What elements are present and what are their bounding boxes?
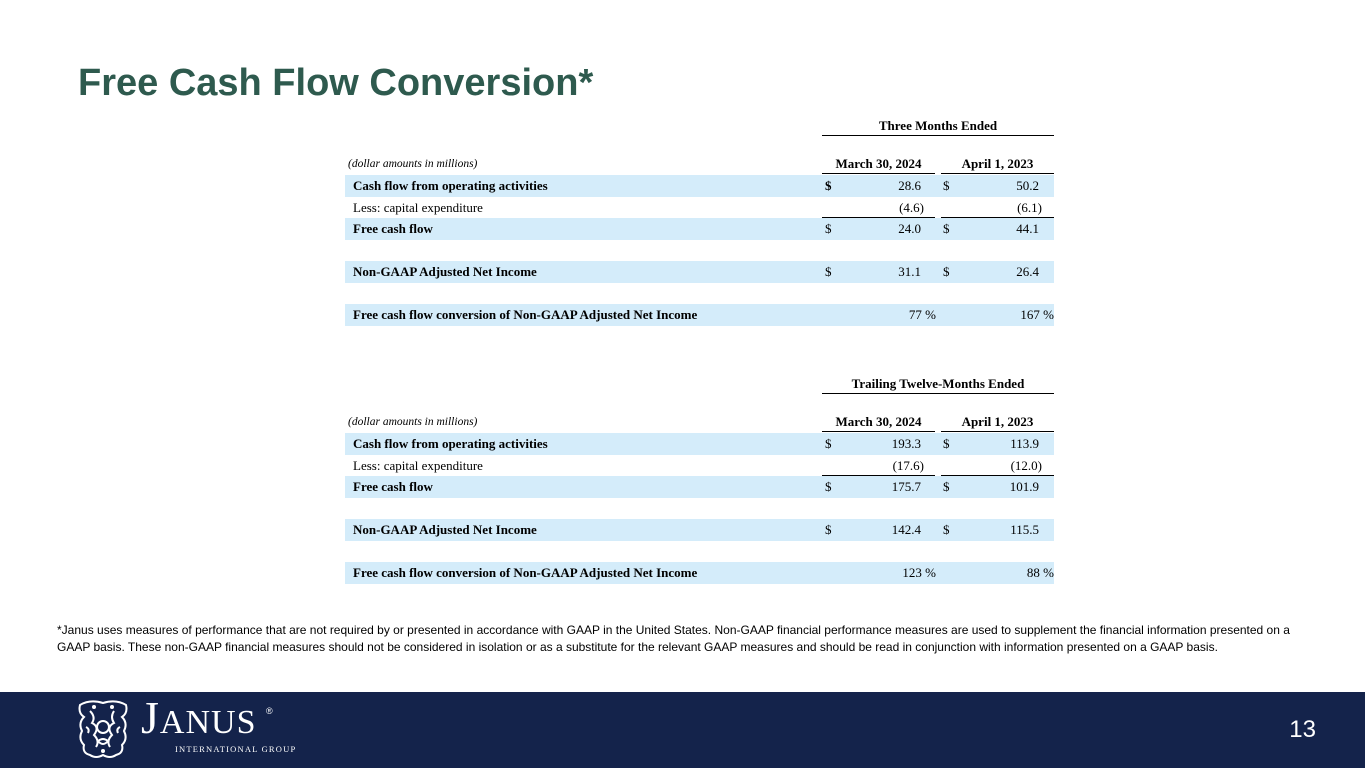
table-row <box>345 455 1054 477</box>
row-label: Free cash flow <box>353 479 433 494</box>
column-header-march-2024: March 30, 2024 <box>822 412 935 432</box>
table-row <box>345 304 1054 326</box>
row-label: Non-GAAP Adjusted Net Income <box>353 522 537 537</box>
row-label: Less: capital expenditure <box>353 457 483 473</box>
currency-symbol: $ <box>943 522 950 537</box>
column-header-april-2023: April 1, 2023 <box>941 154 1054 174</box>
value-col1: 123 % <box>902 565 936 580</box>
period-header: Three Months Ended <box>822 116 1054 136</box>
value-col1: (4.6) <box>899 199 924 215</box>
row-label: Cash flow from operating activities <box>353 436 548 451</box>
currency-symbol: $ <box>943 178 950 193</box>
period-header-row <box>345 116 1054 136</box>
period-header-row <box>345 374 1054 394</box>
value-col2: 113.9 <box>1010 436 1039 451</box>
wordmark-initial: J <box>141 692 160 743</box>
currency-symbol: $ <box>825 479 832 494</box>
column-header-march-2024: March 30, 2024 <box>822 154 935 174</box>
value-col2: (12.0) <box>1010 457 1042 473</box>
value-col2: 88 % <box>1026 565 1054 580</box>
value-col1: (17.6) <box>892 457 924 473</box>
value-col2: 26.4 <box>1016 264 1039 279</box>
value-col1: 31.1 <box>898 264 921 279</box>
column-header-row <box>345 412 1054 433</box>
value-col1: 28.6 <box>898 178 921 193</box>
row-label: Free cash flow conversion of Non-GAAP Adjusted Net Income <box>353 307 698 322</box>
value-col1: 77 % <box>908 307 936 322</box>
units-label: (dollar amounts in millions) <box>348 158 478 170</box>
currency-symbol: $ <box>943 221 950 236</box>
table-row <box>345 519 1054 541</box>
value-col2: 115.5 <box>1010 522 1039 537</box>
table-row <box>345 433 1054 455</box>
value-col2: (6.1) <box>1017 199 1042 215</box>
currency-symbol: $ <box>943 436 950 451</box>
units-label: (dollar amounts in millions) <box>348 416 478 428</box>
trailing-twelve-months-table <box>345 374 1054 584</box>
currency-symbol: $ <box>825 436 832 451</box>
currency-symbol: $ <box>943 264 950 279</box>
table-row <box>345 261 1054 283</box>
currency-symbol: $ <box>825 264 832 279</box>
row-label: Cash flow from operating activities <box>353 178 548 193</box>
value-col1: 175.7 <box>891 479 921 494</box>
row-label: Free cash flow conversion of Non-GAAP Adjusted Net Income <box>353 565 698 580</box>
table-row <box>345 562 1054 584</box>
column-header-row <box>345 154 1054 175</box>
table-row <box>345 197 1054 219</box>
three-months-table <box>345 116 1054 326</box>
table-row <box>345 175 1054 197</box>
janus-wordmark <box>141 692 257 743</box>
currency-symbol: $ <box>825 522 832 537</box>
row-label: Non-GAAP Adjusted Net Income <box>353 264 537 279</box>
currency-symbol: $ <box>943 479 950 494</box>
value-col1: 193.3 <box>891 436 921 451</box>
registered-mark: ® <box>266 706 273 716</box>
currency-symbol: $ <box>825 221 832 236</box>
value-col2: 50.2 <box>1016 178 1039 193</box>
value-col1: 24.0 <box>898 221 921 236</box>
row-label: Free cash flow <box>353 221 433 236</box>
page-number: 13 <box>1289 716 1316 743</box>
value-col2: 101.9 <box>1009 479 1039 494</box>
footnote: *Janus uses measures of performance that are not required by or presented in accordance with GAAP in the United States. Non-GAAP financial performance measures are used to supplement the financial information presented on a GAAP basis. These non-GAAP financial measures should not be considered in isolation or as a substitute for the relevant GAAP measures and should be read in conjunction with information presented on a GAAP basis. <box>57 623 1290 654</box>
value-col2: 44.1 <box>1016 221 1039 236</box>
row-label: Less: capital expenditure <box>353 199 483 215</box>
value-col1: 142.4 <box>891 522 921 537</box>
janus-emblem-icon <box>70 697 136 761</box>
currency-symbol: $ <box>825 178 832 193</box>
slide-title: Free Cash Flow Conversion* <box>78 62 594 104</box>
column-header-april-2023: April 1, 2023 <box>941 412 1054 432</box>
table-row <box>345 218 1054 240</box>
footer-bar <box>0 692 1365 768</box>
wordmark-subtitle: INTERNATIONAL GROUP <box>175 744 297 754</box>
value-col2: 167 % <box>1020 307 1054 322</box>
wordmark-rest: ANUS <box>159 704 257 741</box>
table-row <box>345 476 1054 498</box>
period-header: Trailing Twelve-Months Ended <box>822 374 1054 394</box>
